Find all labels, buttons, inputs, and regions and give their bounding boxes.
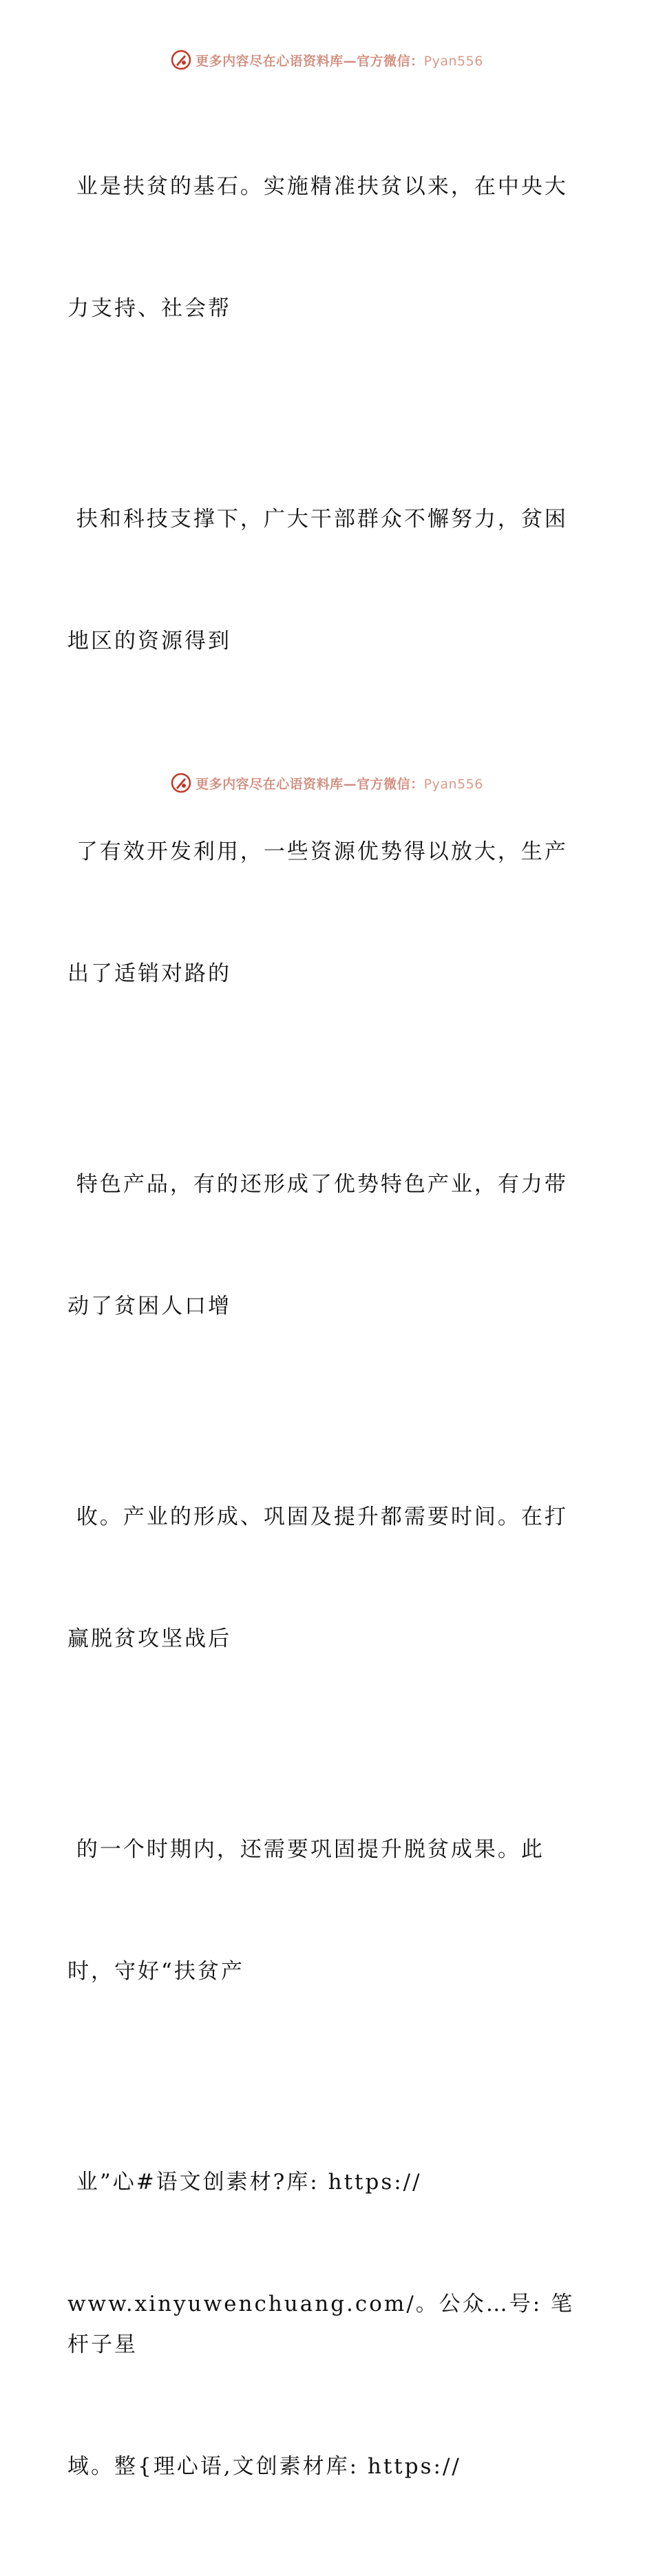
paragraph-line: 的一个时期内，还需要巩固提升脱贫成果。此 [67, 1837, 545, 1862]
footer-banner-text [196, 774, 483, 793]
paragraph-4 [67, 1083, 577, 1408]
paragraph-line: www.xinyuwenchuang.com/。公众…号: 笔杆子星 [67, 2292, 575, 2357]
document-body [67, 85, 577, 2576]
paragraph-3 [67, 751, 577, 1076]
paragraph-6 [67, 1748, 577, 2073]
paragraph-line: 特色产品，有的还形成了优势特色产业，有力带 [67, 1172, 568, 1197]
header-banner-text [196, 51, 483, 70]
paragraph-line: 了有效开发利用，一些资源优势得以放大，生产 [67, 839, 568, 864]
paragraph-line: 扶和科技支撑下，广大干部群众不懈努力，贫困 [67, 507, 568, 532]
paragraph-1 [67, 85, 577, 410]
quill-logo-icon [171, 50, 191, 70]
paragraph-7 [67, 2081, 577, 2568]
header-banner-label: 更多内容尽在心语资料库—官方微信： [196, 53, 424, 69]
paragraph-5 [67, 1416, 577, 1741]
paragraph-2 [67, 418, 577, 743]
paragraph-line: 动了贫困人口增 [67, 1294, 231, 1319]
paragraph-line: 赢脱贫攻坚战后 [67, 1626, 231, 1651]
paragraph-line: 业”心#语文创素材?库: https:// [67, 2170, 422, 2195]
header-banner [0, 50, 654, 70]
quill-logo-icon [171, 773, 191, 793]
footer-banner-label: 更多内容尽在心语资料库—官方微信： [196, 776, 424, 792]
footer-banner [0, 773, 654, 793]
paragraph-line: 业是扶贫的基石。实施精准扶贫以来，在中央大 [67, 174, 568, 199]
paragraph-line: 出了适销对路的 [67, 961, 231, 986]
paragraph-line: 收。产业的形成、巩固及提升都需要时间。在打 [67, 1505, 568, 1529]
paragraph-line: 地区的资源得到 [67, 629, 231, 653]
paragraph-line: 力支持、社会帮 [67, 296, 231, 321]
paragraph-line: 域。整{理心语,文创素材库: https:// [67, 2454, 461, 2479]
paragraph-line: 时，守好“扶贫产 [67, 1959, 244, 1984]
footer-banner-handle: Pyan556 [423, 776, 483, 792]
header-banner-handle: Pyan556 [423, 53, 483, 69]
